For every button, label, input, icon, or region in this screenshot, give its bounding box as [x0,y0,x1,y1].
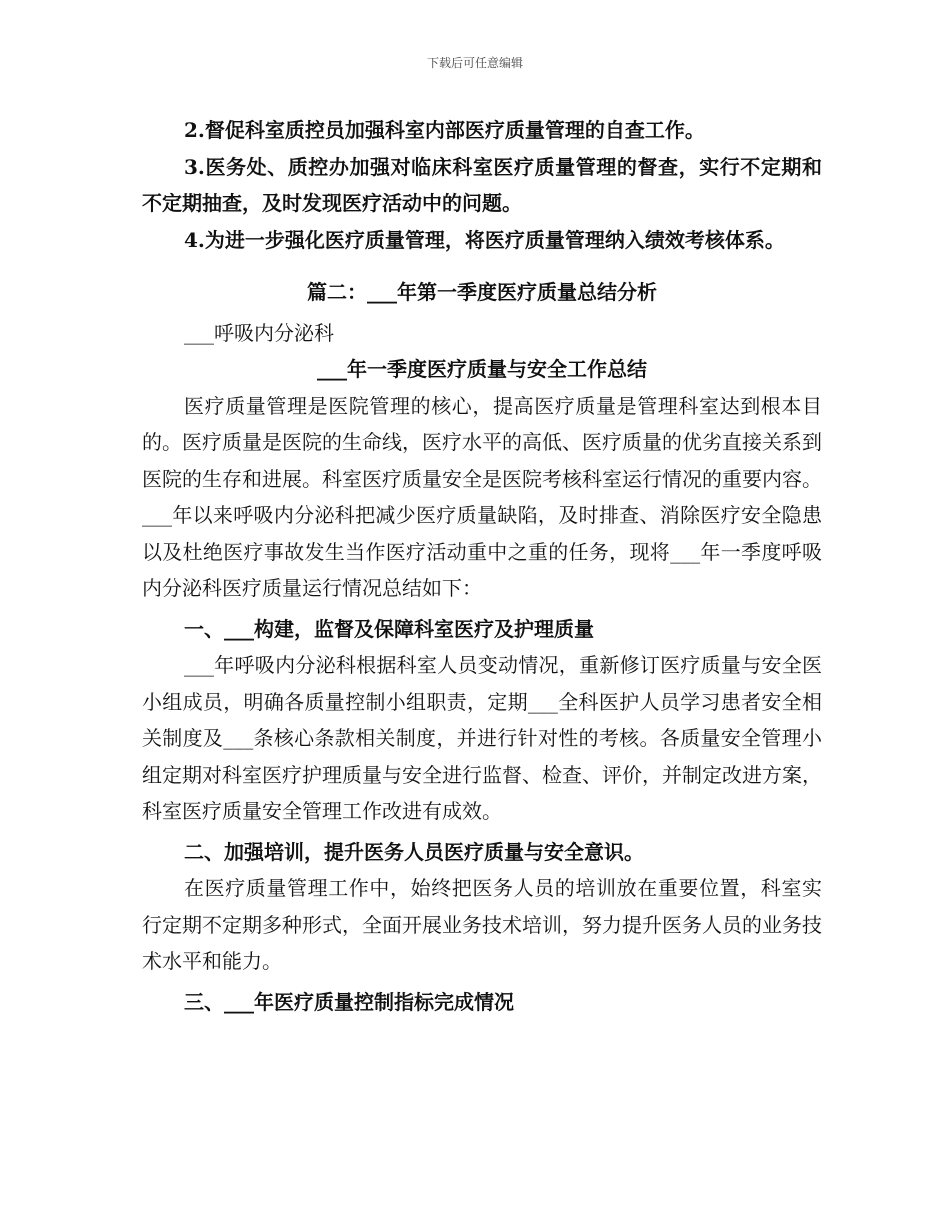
intro-paragraph: 医疗质量管理是医院管理的核心，提高医疗质量是管理科室达到根本目的。医疗质量是医院的生命线，医疗水平的高低、医疗质量的优劣直接关系到医院的生存和进展。科室医疗质量安全是医院考核科室运行情况的重要内容。___年以来呼吸内分泌科把减少医疗质量缺陷，及时排查、消除医疗安全隐患以及杜绝医疗事故发生当作医疗活动重中之重的任务，现将___年一季度呼吸内分泌科医疗质量运行情况总结如下： [142,393,822,600]
paragraph-1: ___年呼吸内分泌科根据科室人员变动情况，重新修订医疗质量与安全医小组成员，明确各质量控制小组职责，定期___全科医护人员学习患者安全相关制度及___条核心条款相关制度，并进行针对性的考核。各质量安全管理小组定期对科室医疗护理质量与安全进行监督、检查、评价，并制定改进方案，科室医疗质量安全管理工作改进有成效。 [142,653,822,823]
paragraph-2: 在医疗质量管理工作中，始终把医务人员的培训放在重要位置，科室实行定期不定期多种形式，全面开展业务技术培训，努力提升医务人员的业务技术水平和能力。 [142,876,822,973]
page-header: 下载后可任意编辑 [426,56,523,70]
list-item-2: 2.督促科室质控员加强科室内部医疗质量管理的自查工作。 [184,118,705,142]
heading-2: 二、加强培训，提升医务人员医疗质量与安全意识。 [184,839,644,864]
department-name: ___呼吸内分泌科 [184,320,334,345]
report-title: ___年一季度医疗质量与安全工作总结 [317,357,647,381]
document-body [142,112,822,1020]
section-title: 篇二：___年第一季度医疗质量总结分析 [307,280,657,304]
heading-3: 三、___年医疗质量控制指标完成情况 [184,989,514,1014]
list-item-4: 4.为进一步强化医疗质量管理，将医疗质量管理纳入绩效考核体系。 [184,227,785,252]
list-item-3: 3.医务处、质控办加强对临床科室医疗质量管理的督查，实行不定期和不定期抽查，及时发现医疗活动中的问题。 [142,154,822,215]
heading-1: 一、___构建，监督及保障科室医疗及护理质量 [184,616,594,641]
